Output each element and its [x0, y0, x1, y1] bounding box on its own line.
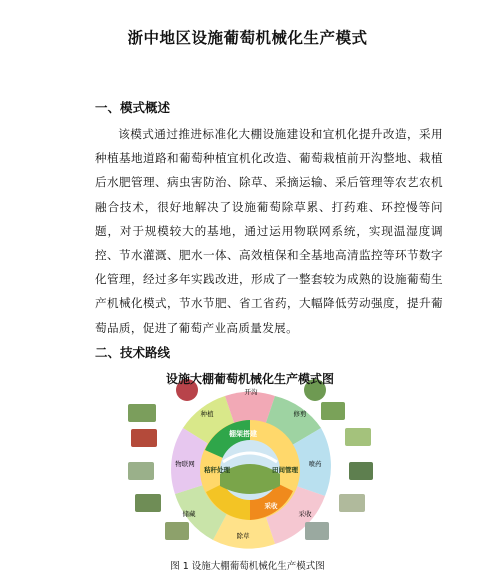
label-center-top: 棚架搭建: [229, 430, 257, 438]
label-spray: 喷药: [308, 460, 322, 468]
label-weeding: 除草: [236, 532, 250, 540]
document-title: 浙中地区设施葡萄机械化生产模式: [127, 29, 368, 47]
section-heading-technical-route: 二、技术路线: [95, 345, 171, 360]
label-inner-bottom: 采收: [264, 502, 278, 510]
figure-caption: 图 1 设施大棚葡萄机械化生产模式图: [170, 561, 325, 572]
label-harvest: 采收: [298, 510, 312, 518]
label-planting: 种植: [200, 410, 214, 418]
label-inner-right: 田间管理: [272, 466, 298, 474]
label-storage: 储藏: [182, 510, 196, 518]
section-body-overview: 该模式通过推进标准化大棚设施建设和宜机化提升改造，采用种植基地道路和葡萄种植宜机化改造、葡萄栽植前开沟整地、栽植后水肥管理、病虫害防治、除草、采摘运输、采后管理等农艺农机融合技术，很好地解决了设施葡萄除草累、打药难、环控慢等问题，对于规模较大的基地，通过运用物联网系统，实现温湿度调控、节水灌溉、肥水一体、高效植保和全基地高清监控等环节数字化管理，经过多年实践改进，形成了一整套较为成熟的设施葡萄生产机械化模式，节水节肥、省工省药，大幅降低劳动强度，提升葡萄品质，促进了葡萄产业高质量发展。: [95, 127, 443, 335]
label-open-ditch: 开沟: [244, 388, 258, 396]
mode-diagram: [125, 366, 375, 552]
mode-diagram-figure: [125, 366, 375, 552]
section-heading-overview: 一、模式概述: [95, 100, 171, 115]
figure-title: 设施大棚葡萄机械化生产模式图: [165, 372, 334, 386]
label-iot: 物联网: [175, 460, 195, 468]
label-inner-left: 秸秆处理: [204, 466, 230, 474]
label-pruning: 修剪: [293, 410, 307, 418]
